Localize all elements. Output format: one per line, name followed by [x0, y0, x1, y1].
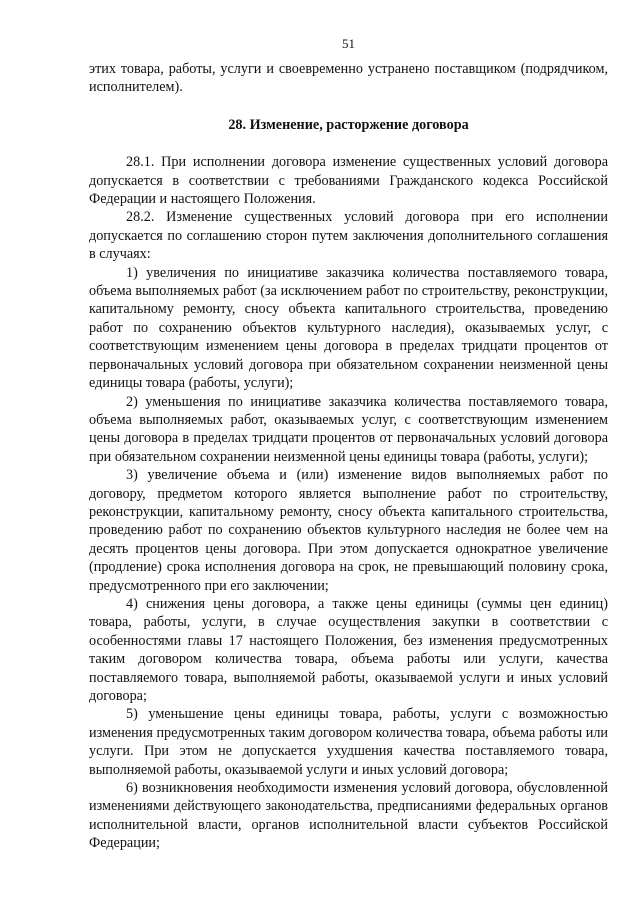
list-item-6: 6) возникновения необходимости изменения условий договора, обусловленной изменениями действующего законодательства, предписаниями федеральных органов исполнительной власти, органов исполнительной власти субъектов Российской Федерации;	[89, 780, 608, 852]
page-number: 51	[342, 36, 355, 51]
paragraph-28-2: 28.2. Изменение существенных условий договора при его исполнении допускается по соглашению сторон путем заключения дополнительного соглашения в случаях:	[89, 209, 608, 263]
list-item-5: 5) уменьшение цены единицы товара, работы, услуги с возможностью изменения предусмотренных таким договором количества товара, объема работы или услуги. При этом не допускается ухудшения качества поставляемого товара, выполняемой работы, оказываемой услуги и иных условий договора;	[89, 706, 608, 778]
list-item-1: 1) увеличения по инициативе заказчика количества поставляемого товара, объема выполняемых работ (за исключением работ по строительству, реконструкции, капитальному ремонту, сносу объекта капитального строительства, проведению работ по сохранению объектов культурного наследия), оказываемых услуг, с соответствующим изменением цены договора в пределах тридцати процентов от первоначальных условий договора при обязательном сохранении неизменной цены единицы товара (работы, услуги);	[89, 264, 608, 392]
paragraph-28-1: 28.1. При исполнении договора изменение существенных условий договора допускается в соответствии с требованиями Гражданского кодекса Российской Федерации и настоящего Положения.	[89, 154, 608, 208]
list-item-4: 4) снижения цены договора, а также цены единицы (суммы цен единиц) товара, работы, услуги, в случае осуществления закупки в соответствии с особенностями главы 17 настоящего Положения, без изменения предусмотренных таким договором количества товара, объема работы или услуги, качества поставляемого товара, выполняемой работы, оказываемой услуги и иных условий договора;	[89, 595, 608, 704]
continuation-paragraph: этих товара, работы, услуги и своевременно устранено поставщиком (подрядчиком, исполнителем).	[89, 61, 608, 96]
section-heading: 28. Изменение, расторжение договора	[228, 116, 469, 133]
list-item-3: 3) увеличение объема и (или) изменение видов выполняемых работ по договору, предметом которого является выполнение работ по строительству, реконструкции, капитальному ремонту, сносу объекта капитального строительства, проведению работ по сохранению объектов культурного наследия не более чем на десять процентов цены договора. При этом допускается однократное увеличение (продление) срока исполнения договора на срок, не превышающий половину срока, предусмотренного при его заключении;	[89, 467, 608, 594]
list-item-2: 2) уменьшения по инициативе заказчика количества поставляемого товара, объема выполняемых работ, оказываемых услуг, с соответствующим изменением цены договора в пределах тридцати процентов от первоначальных условий договора при обязательном сохранении неизменной цены единицы товара (работы, услуги);	[89, 393, 608, 465]
